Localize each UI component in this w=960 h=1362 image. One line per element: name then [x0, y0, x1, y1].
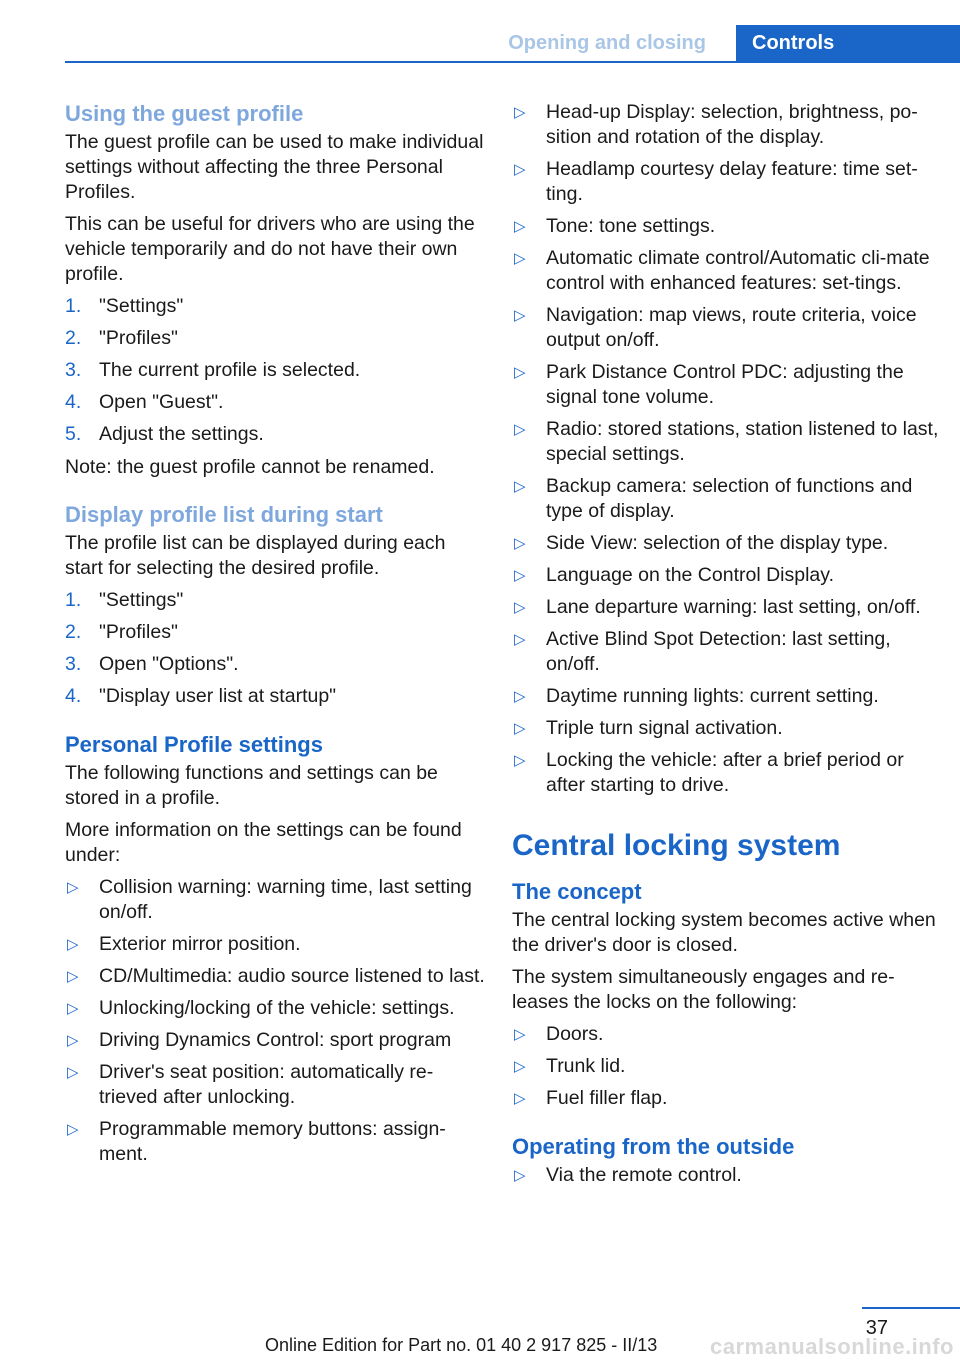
concept-paragraph-2: The system simultaneously engages and re-leases the locks on the following:: [512, 966, 895, 1013]
item-text: Navigation: map views, route criteria, voice output on/off.: [546, 304, 917, 351]
list-item: [512, 684, 942, 709]
list-item: [65, 588, 485, 613]
step-text: "Profiles": [99, 327, 178, 349]
bullet-arrow-icon: ▷: [514, 720, 526, 737]
item-text: Locking the vehicle: after a brief period or after starting to drive.: [546, 749, 904, 796]
page-number: 37: [865, 1317, 888, 1339]
step-number: 3.: [65, 359, 82, 381]
item-text: Driving Dynamics Control: sport program: [99, 1029, 452, 1051]
header-rule: [65, 61, 960, 63]
step-text: The current profile is selected.: [99, 359, 361, 381]
step-number: 4.: [65, 391, 82, 413]
bullet-arrow-icon: ▷: [514, 752, 526, 769]
list-item: [512, 360, 942, 410]
central-locking-heading: Central locking system: [512, 829, 841, 862]
profile-settings-list-continued: [512, 100, 942, 798]
list-item: [512, 716, 942, 741]
personal-profile-heading: Personal Profile settings: [65, 732, 323, 757]
list-item: [65, 620, 485, 645]
list-item: [65, 996, 485, 1021]
step-text: Adjust the settings.: [99, 423, 264, 445]
list-item: [512, 214, 942, 239]
item-text: Fuel filler flap.: [546, 1087, 668, 1109]
item-text: Lane departure warning: last setting, on/off.: [546, 596, 921, 618]
list-item: [512, 303, 942, 353]
personal-paragraph-2: More information on the settings can be found under:: [65, 819, 462, 866]
bullet-arrow-icon: ▷: [514, 599, 526, 616]
item-text: Doors.: [546, 1023, 604, 1045]
bullet-arrow-icon: ▷: [514, 364, 526, 381]
step-text: "Display user list at startup": [99, 685, 337, 707]
item-text: Headlamp courtesy delay feature: time set-ting.: [546, 158, 918, 205]
guest-paragraph-2: This can be useful for drivers who are using the vehicle temporarily and do not have their own profile.: [65, 213, 475, 285]
step-number: 1.: [65, 589, 82, 611]
right-column: [512, 100, 942, 1196]
item-text: Unlocking/locking of the vehicle: settings.: [99, 997, 455, 1019]
item-text: CD/Multimedia: audio source listened to last.: [99, 965, 485, 987]
guest-profile-heading: Using the guest profile: [65, 101, 304, 126]
list-item: [512, 1086, 942, 1111]
bullet-arrow-icon: ▷: [514, 1090, 526, 1107]
display-steps: [65, 588, 485, 709]
list-item: [512, 748, 942, 798]
list-item: [65, 1117, 485, 1167]
item-text: Backup camera: selection of functions and type of display.: [546, 475, 913, 522]
item-text: Collision warning: warning time, last setting on/off.: [99, 876, 472, 923]
item-text: Tone: tone settings.: [546, 215, 716, 237]
step-number: 5.: [65, 423, 82, 445]
list-item: [65, 422, 485, 447]
step-number: 3.: [65, 653, 82, 675]
list-item: [512, 627, 942, 677]
step-number: 2.: [65, 621, 82, 643]
item-text: Trunk lid.: [546, 1055, 626, 1077]
item-text: Triple turn signal activation.: [546, 717, 783, 739]
step-number: 4.: [65, 685, 82, 707]
page-header: [0, 0, 960, 64]
bullet-arrow-icon: ▷: [67, 968, 79, 985]
bullet-arrow-icon: ▷: [514, 218, 526, 235]
edition-text: Online Edition for Part no. 01 40 2 917 825 - II/13: [265, 1335, 658, 1355]
bullet-arrow-icon: ▷: [67, 1000, 79, 1017]
list-item: [512, 246, 942, 296]
item-text: Exterior mirror position.: [99, 933, 301, 955]
item-text: Radio: stored stations, station listened to last, special settings.: [546, 418, 939, 465]
list-item: [65, 358, 485, 383]
item-text: Language on the Control Display.: [546, 564, 834, 586]
list-item: [512, 563, 942, 588]
list-item: [512, 100, 942, 150]
bullet-arrow-icon: ▷: [514, 535, 526, 552]
list-item: [512, 474, 942, 524]
concept-paragraph-1: The central locking system becomes active when the driver's door is closed.: [512, 909, 936, 956]
bullet-arrow-icon: ▷: [514, 1167, 526, 1184]
step-text: "Profiles": [99, 621, 178, 643]
list-item: [512, 1054, 942, 1079]
bullet-arrow-icon: ▷: [514, 631, 526, 648]
list-item: [65, 964, 485, 989]
item-text: Side View: selection of the display type.: [546, 532, 889, 554]
list-item: [512, 1163, 942, 1188]
step-text: "Settings": [99, 295, 184, 317]
bullet-arrow-icon: ▷: [514, 421, 526, 438]
list-item: [65, 932, 485, 957]
item-text: Driver's seat position: automatically re-trieved after unlocking.: [99, 1061, 434, 1108]
display-paragraph: The profile list can be displayed during each start for selecting the desired profile.: [65, 532, 446, 579]
item-text: Park Distance Control PDC: adjusting the signal tone volume.: [546, 361, 904, 408]
watermark: carmanualsonline.info: [710, 1334, 954, 1359]
list-item: [512, 157, 942, 207]
bullet-arrow-icon: ▷: [514, 688, 526, 705]
step-text: Open "Guest".: [99, 391, 224, 413]
display-profile-heading: Display profile list during start: [65, 502, 383, 527]
bullet-arrow-icon: ▷: [514, 307, 526, 324]
list-item: [65, 390, 485, 415]
step-text: "Settings": [99, 589, 184, 611]
step-text: Open "Options".: [99, 653, 239, 675]
item-text: Active Blind Spot Detection: last setting, on/off.: [546, 628, 891, 675]
bullet-arrow-icon: ▷: [514, 1058, 526, 1075]
bullet-arrow-icon: ▷: [67, 1032, 79, 1049]
step-number: 1.: [65, 295, 82, 317]
list-item: [512, 417, 942, 467]
item-text: Programmable memory buttons: assign-ment.: [99, 1118, 446, 1165]
list-item: [65, 684, 485, 709]
list-item: [512, 595, 942, 620]
list-item: [65, 652, 485, 677]
bullet-arrow-icon: ▷: [67, 936, 79, 953]
bullet-arrow-icon: ▷: [514, 478, 526, 495]
bullet-arrow-icon: ▷: [67, 1064, 79, 1081]
concept-heading: The concept: [512, 879, 642, 904]
list-item: [65, 1060, 485, 1110]
list-item: [512, 1022, 942, 1047]
list-item: [65, 326, 485, 351]
list-item: [65, 875, 485, 925]
bullet-arrow-icon: ▷: [514, 161, 526, 178]
locks-list: [512, 1022, 942, 1111]
item-text: Via the remote control.: [546, 1164, 742, 1186]
bullet-arrow-icon: ▷: [67, 1121, 79, 1138]
outside-list: [512, 1163, 942, 1188]
bullet-arrow-icon: ▷: [514, 567, 526, 584]
chapter-tab[interactable]: Controls: [736, 25, 960, 62]
footer-rule: [862, 1307, 960, 1309]
list-item: [512, 531, 942, 556]
guest-note: Note: the guest profile cannot be renamed.: [65, 456, 435, 478]
bullet-arrow-icon: ▷: [514, 104, 526, 121]
personal-paragraph-1: The following functions and settings can be stored in a profile.: [65, 762, 438, 809]
guest-steps: [65, 294, 485, 447]
bullet-arrow-icon: ▷: [514, 1026, 526, 1043]
bullet-arrow-icon: ▷: [514, 250, 526, 267]
list-item: [65, 294, 485, 319]
bullet-arrow-icon: ▷: [67, 879, 79, 896]
item-text: Automatic climate control/Automatic cli-mate control with enhanced features: set-tings.: [546, 247, 930, 294]
section-tab[interactable]: Opening and closing: [508, 32, 706, 54]
list-item: [65, 1028, 485, 1053]
item-text: Daytime running lights: current setting.: [546, 685, 879, 707]
guest-paragraph-1: The guest profile can be used to make individual settings without affecting the three Personal Profiles.: [65, 131, 484, 203]
item-text: Head-up Display: selection, brightness, po-sition and rotation of the display.: [546, 101, 918, 148]
step-number: 2.: [65, 327, 82, 349]
personal-settings-list: [65, 875, 485, 1167]
left-column: [65, 100, 485, 1175]
operating-outside-heading: Operating from the outside: [512, 1134, 795, 1159]
